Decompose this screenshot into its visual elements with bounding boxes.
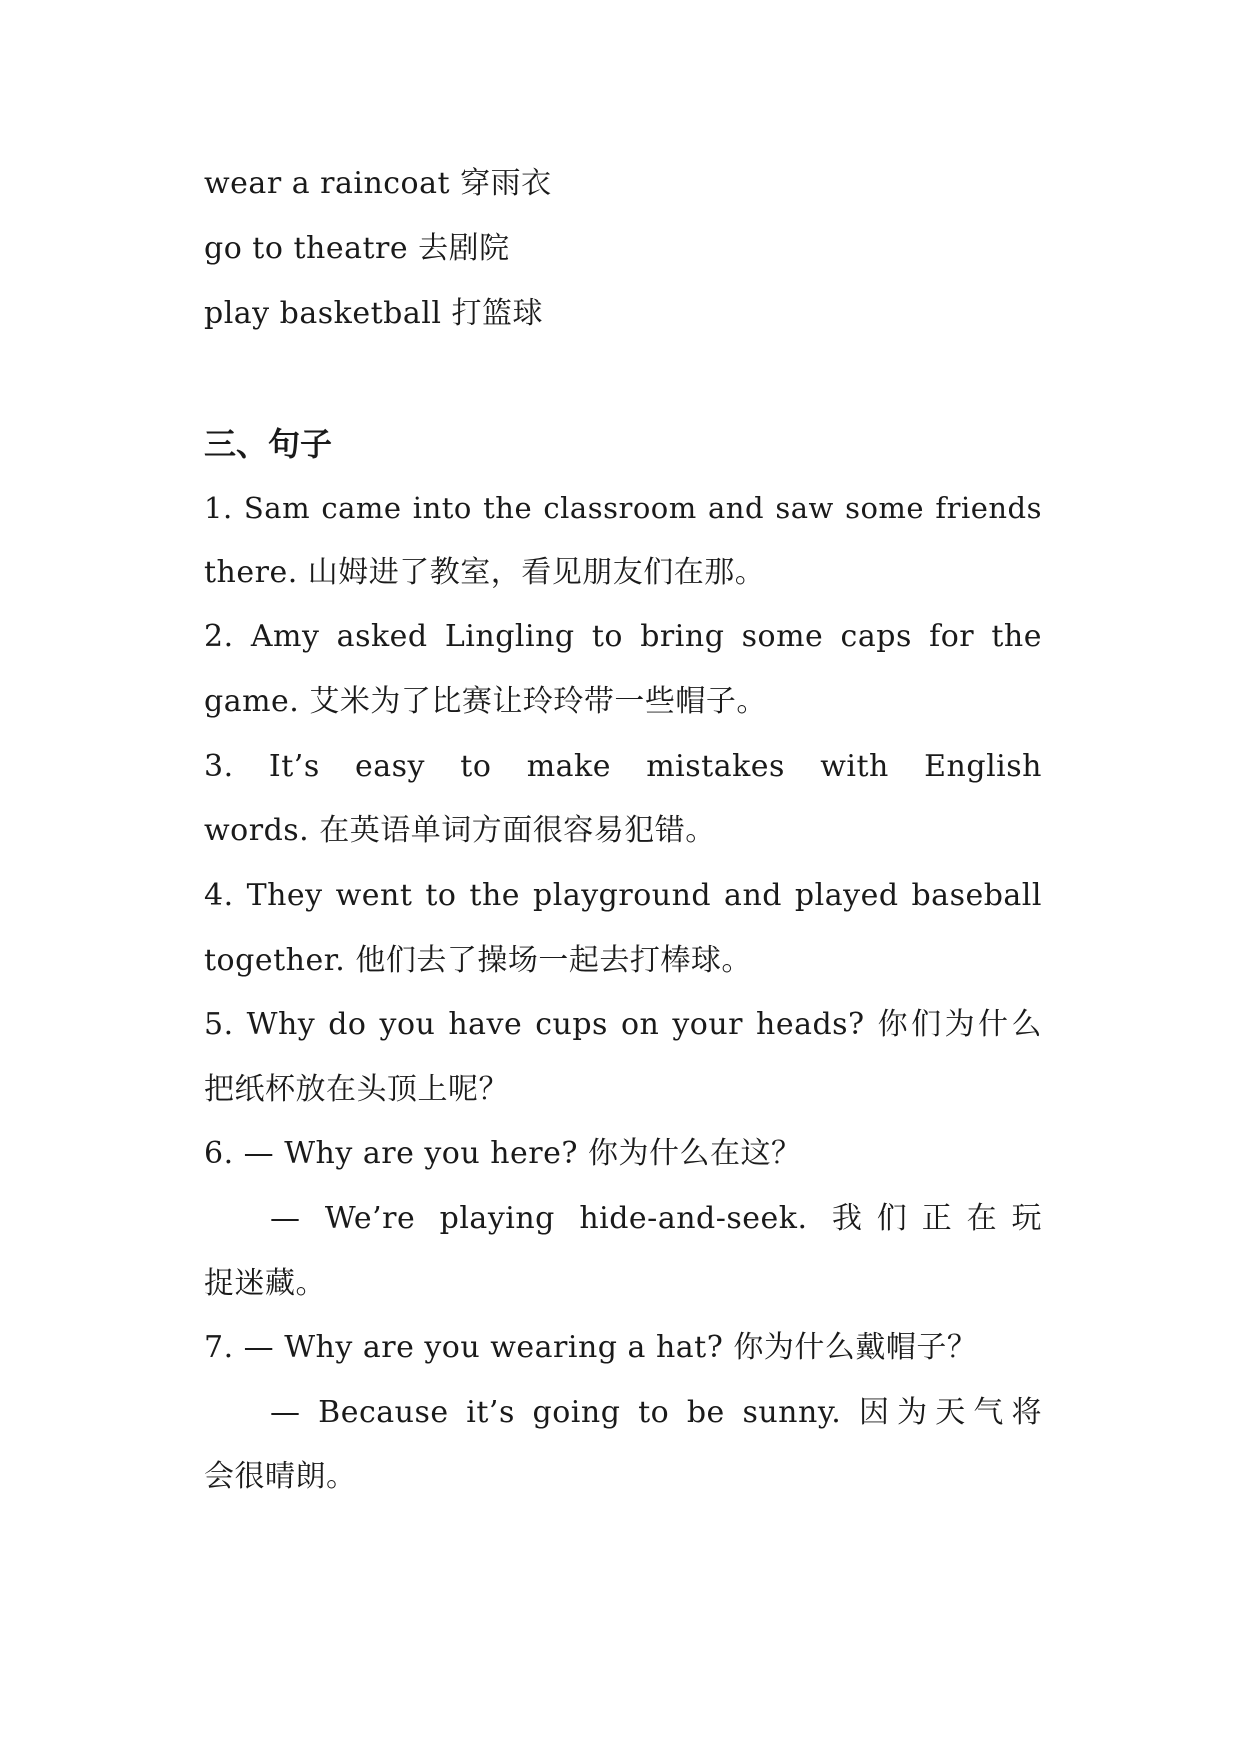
sentence-6-line-1: 6. — Why are you here? 你为什么在这？ <box>204 1136 802 1171</box>
sentence-6-line-2: — We’re playing hide-and-seek. 我们正在玩 <box>270 1201 1042 1236</box>
sentence-3-line-1: 3. It’s easy to make mistakes with English <box>204 749 1042 784</box>
sentence-2-line-2: game. 艾米为了比赛让玲玲带一些帽子。 <box>204 684 767 719</box>
section-heading: 三、句子 <box>204 425 333 463</box>
sentence-4-line-1: 4. They went to the playground and played baseball <box>204 878 1042 913</box>
sentence-3-line-2: words. 在英语单词方面很容易犯错。 <box>204 813 716 848</box>
vocab-line-1: wear a raincoat 穿雨衣 <box>204 166 552 201</box>
sentence-7-line-2: — Because it’s going to be sunny. 因为天气将 <box>270 1395 1042 1430</box>
sentence-1-line-2: there. 山姆进了教室，看见朋友们在那。 <box>204 555 766 590</box>
sentence-4-line-2: together. 他们去了操场一起去打棒球。 <box>204 943 752 978</box>
vocab-line-3: play basketball 打篮球 <box>204 296 543 331</box>
sentence-2-line-1: 2. Amy asked Lingling to bring some caps for the <box>204 619 1042 654</box>
sentence-7-line-1: 7. — Why are you wearing a hat? 你为什么戴帽子？ <box>204 1330 978 1365</box>
sentence-5-line-1: 5. Why do you have cups on your heads? 你们为什么 <box>204 1007 1042 1042</box>
sentence-1-line-1: 1. Sam came into the classroom and saw some friends <box>204 491 1042 525</box>
sentence-7-line-3: 会很晴朗。 <box>204 1459 357 1494</box>
vocab-line-2: go to theatre 去剧院 <box>204 231 510 266</box>
sentence-6-line-3: 捉迷藏。 <box>204 1266 326 1301</box>
sentence-5-line-2: 把纸杯放在头顶上呢？ <box>204 1072 509 1107</box>
